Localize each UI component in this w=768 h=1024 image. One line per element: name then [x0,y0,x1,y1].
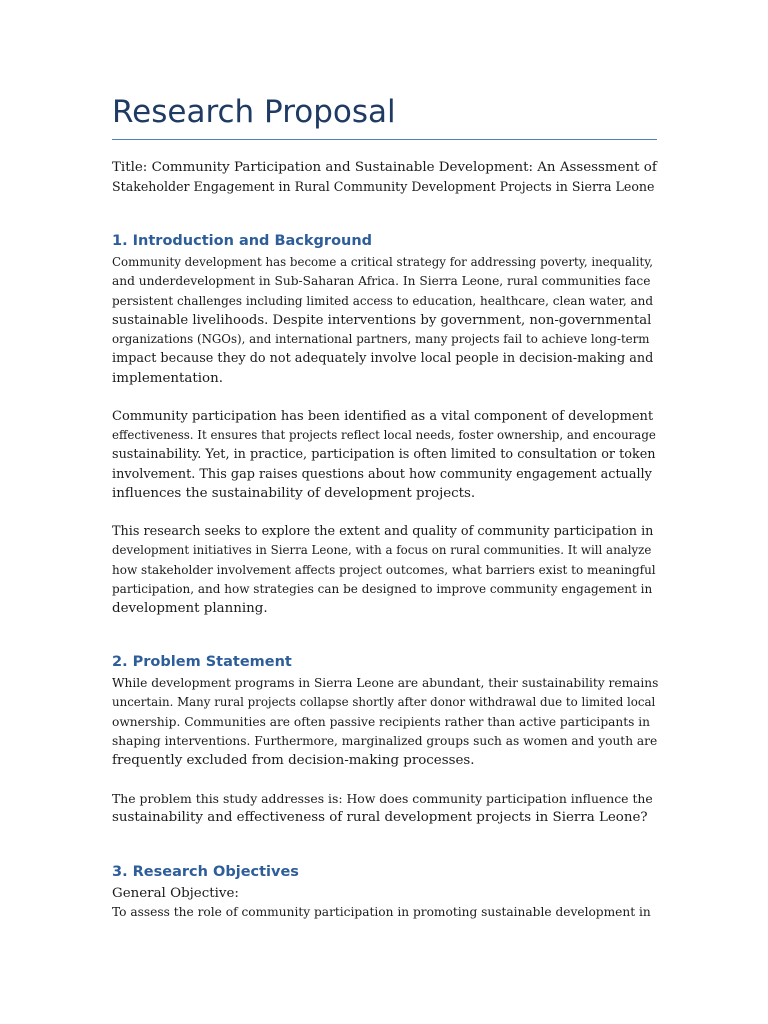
text-line: sustainable livelihoods. Despite interventions by government, non-governmental [112,312,652,328]
proposal-title-line: Stakeholder Engagement in Rural Community Development Projects in Sierra Leone [112,179,655,195]
title-underline-rule [112,139,657,140]
section-problem-statement [112,651,658,828]
section-introduction [112,230,658,618]
text-line: The problem this study addresses is: How does community participation influence the [112,791,653,807]
text-line: sustainability and effectiveness of rural development projects in Sierra Leone? [112,810,648,826]
proposal-title-line: Title: Community Participation and Sustainable Development: An Assessment of [112,160,657,175]
text-line: sustainability. Yet, in practice, participation is often limited to consultation or token [112,447,656,463]
paragraph [112,789,658,828]
text-line: organizations (NGOs), and international partners, many projects fail to achieve long-term [112,332,650,347]
section-research-objectives [112,861,658,923]
paragraph [112,674,658,770]
text-line: development initiatives in Sierra Leone, with a focus on rural communities. It will analyze [112,543,652,558]
text-line: how stakeholder involvement affects project outcomes, what barriers exist to meaningful [112,562,656,577]
text-line: influences the sustainability of development projects. [112,485,476,501]
section-heading: 3. Research Objectives [112,864,299,880]
section-heading: 1. Introduction and Background [112,233,373,249]
text-line: involvement. This gap raises questions about how community engagement actually [112,466,652,482]
paragraph [112,253,658,388]
text-line: frequently excluded from decision-making processes. [112,753,475,769]
text-line: This research seeks to explore the extent and quality of community participation in [112,523,654,539]
text-line: General Objective: [112,886,239,901]
text-line: persistent challenges including limited access to education, healthcare, clean water, and [112,293,654,308]
document-title: Research Proposal [112,94,396,130]
text-line: ownership. Communities are often passive recipients rather than active participants in [112,714,651,729]
text-line: and underdevelopment in Sub-Saharan Africa. In Sierra Leone, rural communities face [112,274,651,289]
text-line: impact because they do not adequately involve local people in decision-making and [112,351,654,367]
text-line: uncertain. Many rural projects collapse shortly after donor withdrawal due to limited local [112,695,656,710]
text-line: effectiveness. It ensures that projects reflect local needs, foster ownership, and encourage [112,428,656,443]
text-line: To assess the role of community participation in promoting sustainable development in [112,905,651,920]
paragraph [112,522,658,618]
paragraph [112,884,658,923]
text-line: shaping interventions. Furthermore, marginalized groups such as women and youth are [112,733,658,748]
text-line: implementation. [112,370,223,386]
proposal-title-block [112,158,658,197]
paragraph [112,407,658,503]
text-line: Community participation has been identified as a vital component of development [112,408,654,424]
text-line: participation, and how strategies can be designed to improve community engagement in [112,581,653,596]
section-heading: 2. Problem Statement [112,654,292,670]
text-line: While development programs in Sierra Leone are abundant, their sustainability remains [112,676,659,690]
text-line: development planning. [112,601,268,617]
text-line: Community development has become a critical strategy for addressing poverty, inequality, [112,255,654,269]
